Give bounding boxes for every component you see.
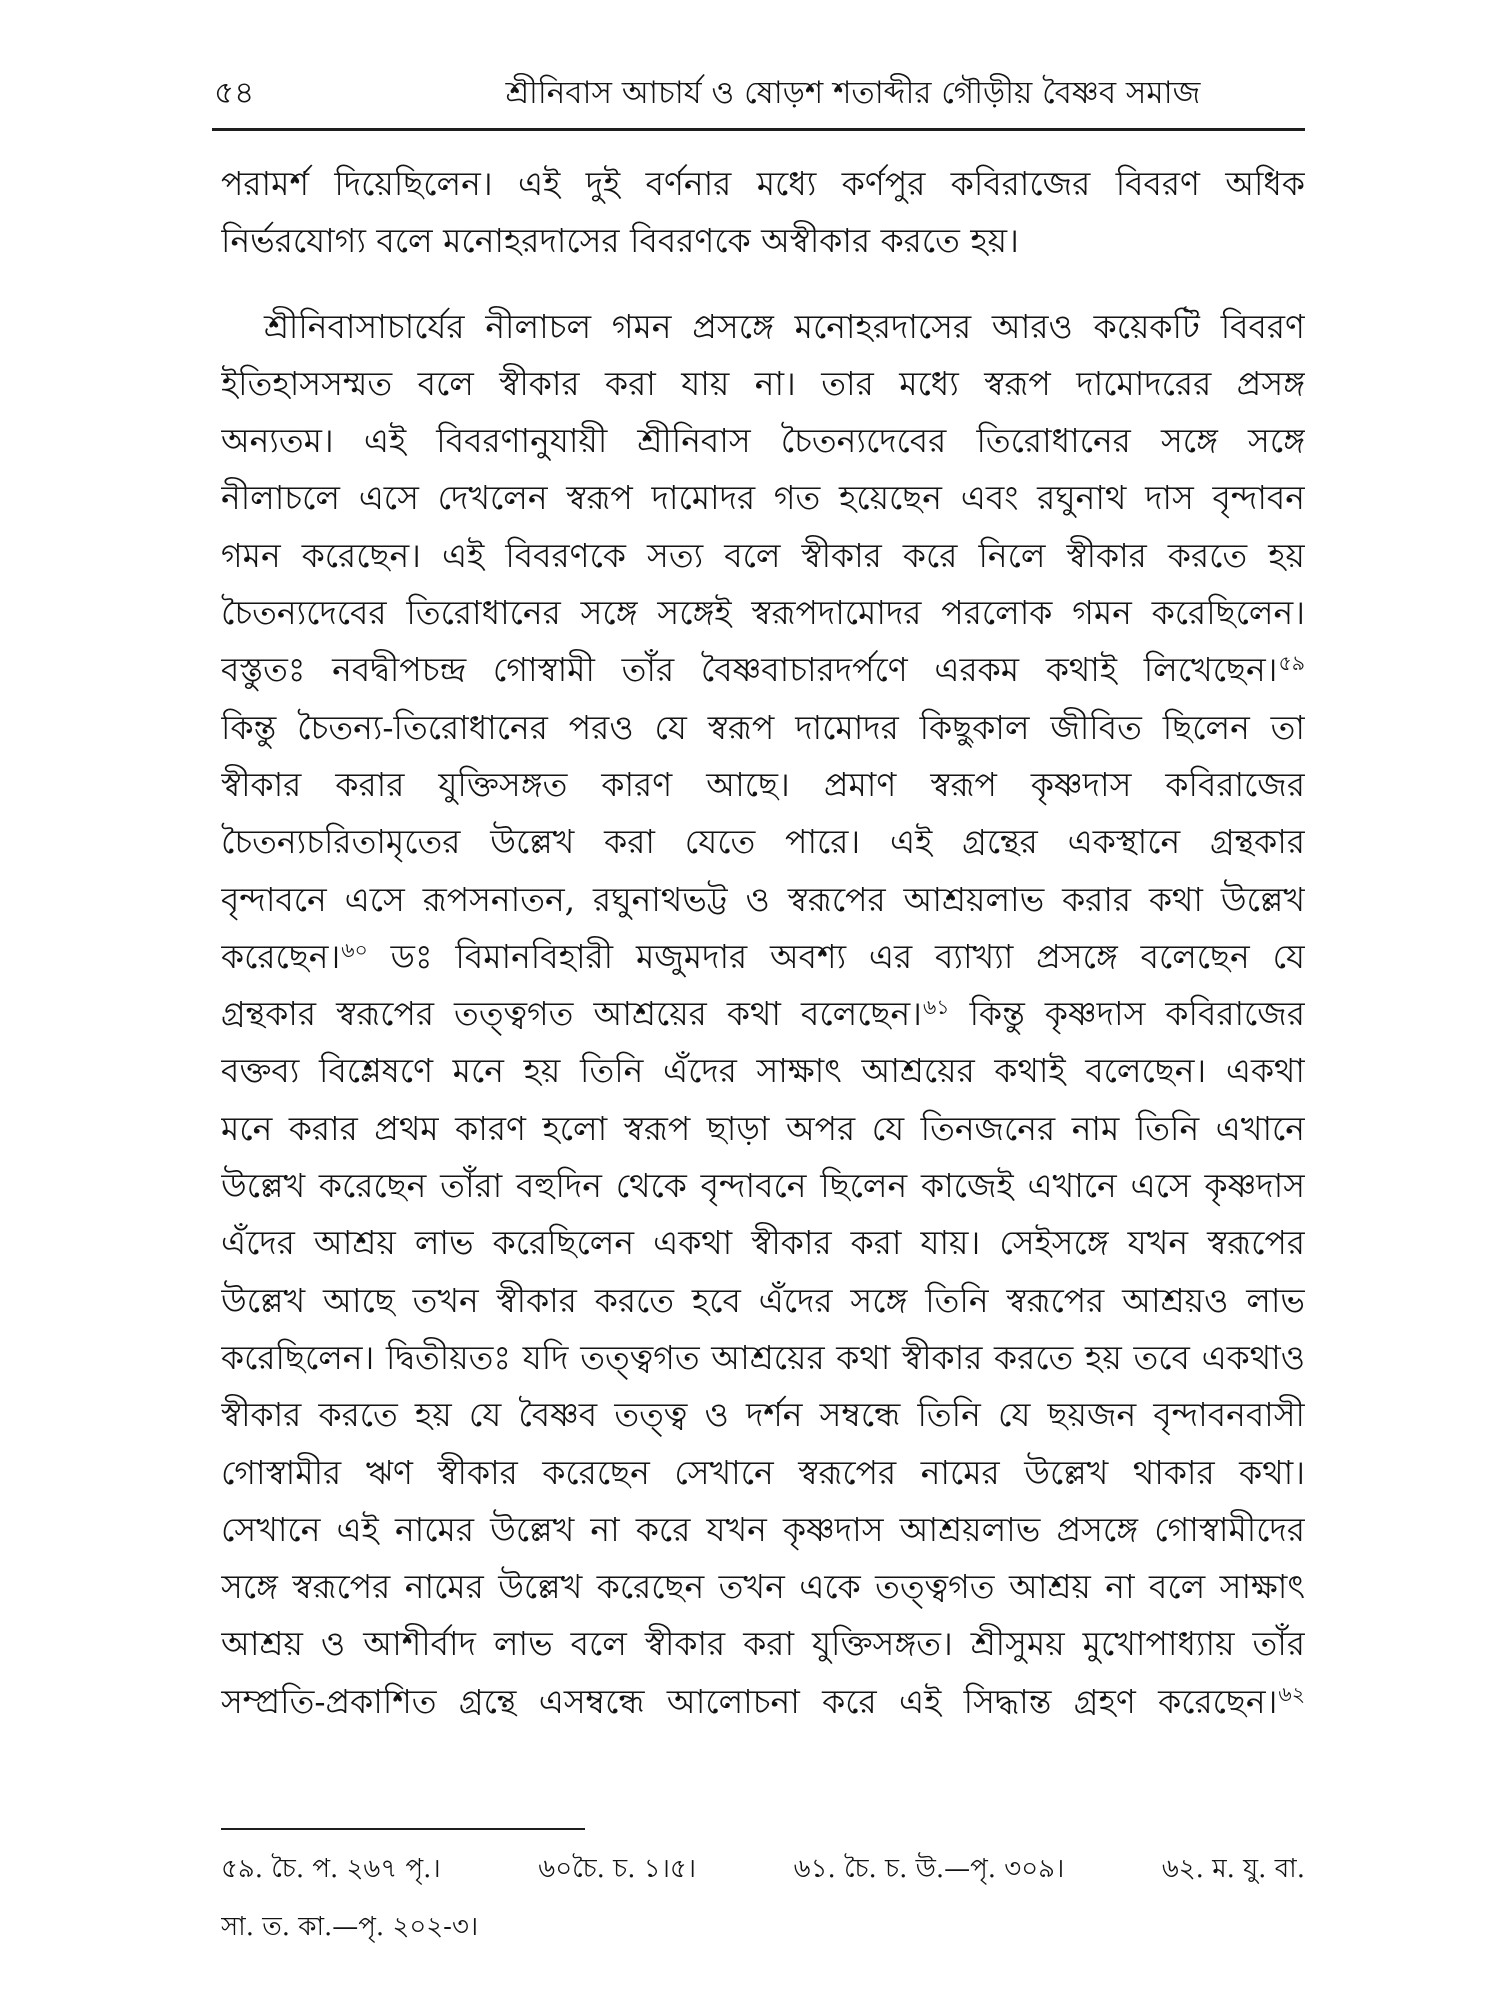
body-line: সেখানে এই নামের উল্লেখ না করে যখন কৃষ্ণদাস আশ্রয়লাভ প্রসঙ্গে গোস্বামীদের [221, 1509, 1305, 1549]
footnote-item: ৬২. ম. যু. বা. [1161, 1854, 1305, 1884]
line-text: করেছেন। [221, 936, 341, 976]
body-line: পরামর্শ দিয়েছিলেন। এই দুই বর্ণনার মধ্যে কর্ণপুর কবিরাজের বিবরণ অধিক [221, 164, 1305, 203]
body-line: ইতিহাসসম্মত বলে স্বীকার করা যায় না। তার মধ্যে স্বরূপ দামোদরের প্রসঙ্গ [221, 363, 1305, 403]
paragraph [221, 155, 1305, 270]
body-line: নীলাচলে এসে দেখলেন স্বরূপ দামোদর গত হয়েছেন এবং রঘুনাথ দাস বৃন্দাবন [221, 478, 1305, 518]
body-line [221, 1673, 1305, 1730]
line-text: সম্প্রতি-প্রকাশিত গ্রন্থে এসম্বন্ধে আলোচনা করে এই সিদ্ধান্ত গ্রহণ করেছেন। [221, 1681, 1278, 1721]
body-line [221, 641, 1305, 698]
body-line: এঁদের আশ্রয় লাভ করেছিলেন একথা স্বীকার করা যায়। সেইসঙ্গে যখন স্বরূপের [221, 1223, 1305, 1263]
body-line: গোস্বামীর ঋণ স্বীকার করেছেন সেখানে স্বরূপের নামের উল্লেখ থাকার কথা। [221, 1452, 1305, 1492]
footnote-rule [221, 1828, 585, 1830]
header-rule [212, 128, 1305, 131]
line-text: ডঃ বিমানবিহারী মজুমদার অবশ্য এর ব্যাখ্যা প্রসঙ্গে বলেছেন যে [367, 936, 1305, 976]
body-line: আশ্রয় ও আশীর্বাদ লাভ বলে স্বীকার করা যুক্তিসঙ্গত। শ্রীসুময় মুখোপাধ্যায় তাঁর [221, 1624, 1305, 1664]
body-line: উল্লেখ করেছেন তাঁরা বহুদিন থেকে বৃন্দাবনে ছিলেন কাজেই এখানে এসে কৃষ্ণদাস [221, 1166, 1305, 1206]
body-text [221, 155, 1305, 1730]
running-title: শ্রীনিবাস আচার্য ও ষোড়শ শতাব্দীর গৌড়ীয় বৈষ্ণব সমাজ [505, 75, 1201, 111]
page-number: ৫৪ [214, 75, 255, 111]
footnote-item: ৬১. চৈ. চ. উ.—পৃ. ৩০৯। [793, 1854, 1065, 1884]
body-line: করেছিলেন। দ্বিতীয়তঃ যদি তত্ত্বগত আশ্রয়ের কথা স্বীকার করতে হয় তবে একথাও [221, 1337, 1305, 1377]
body-line [221, 928, 1305, 985]
body-line: চৈতন্যচরিতামৃতের উল্লেখ করা যেতে পারে। এই গ্রন্থের একস্থানে গ্রন্থকার [221, 822, 1305, 862]
footnote-ref: ৬১ [922, 994, 950, 1019]
body-line [221, 985, 1305, 1042]
line-text: কিন্তু কৃষ্ণদাস কবিরাজের [949, 994, 1305, 1034]
footnote-ref: ৬০ [341, 937, 368, 962]
body-line: সঙ্গে স্বরূপের নামের উল্লেখ করেছেন তখন একে তত্ত্বগত আশ্রয় না বলে সাক্ষাৎ [221, 1567, 1305, 1607]
body-line: বক্তব্য বিশ্লেষণে মনে হয় তিনি এঁদের সাক্ষাৎ আশ্রয়ের কথাই বলেছেন। একথা [221, 1051, 1305, 1091]
body-line: স্বীকার করতে হয় যে বৈষ্ণব তত্ত্ব ও দর্শন সম্বন্ধে তিনি যে ছয়জন বৃন্দাবনবাসী [221, 1395, 1305, 1435]
footnote-line [221, 1840, 1305, 1898]
body-line: মনে করার প্রথম কারণ হলো স্বরূপ ছাড়া অপর যে তিনজনের নাম তিনি এখানে [221, 1108, 1305, 1148]
body-line: কিন্তু চৈতন্য-তিরোধানের পরও যে স্বরূপ দামোদর কিছুকাল জীবিত ছিলেন তা [221, 707, 1305, 747]
line-text: গ্রন্থকার স্বরূপের তত্ত্বগত আশ্রয়ের কথা বলেছেন। [221, 994, 922, 1034]
body-line: গমন করেছেন। এই বিবরণকে সত্য বলে স্বীকার করে নিলে স্বীকার করতে হয় [221, 535, 1305, 575]
body-line: শ্রীনিবাসাচার্যের নীলাচল গমন প্রসঙ্গে মনোহরদাসের আরও কয়েকটি বিবরণ [264, 306, 1305, 346]
footnotes [221, 1840, 1305, 1956]
body-line: চৈতন্যদেবের তিরোধানের সঙ্গে সঙ্গেই স্বরূপদামোদর পরলোক গমন করেছিলেন। [221, 593, 1305, 633]
body-line: নির্ভরযোগ্য বলে মনোহরদাসের বিবরণকে অস্বীকার করতে হয়। [221, 221, 1019, 261]
footnote-ref: ৬২ [1278, 1682, 1305, 1707]
footnote-item: ৫৯. চৈ. প. ২৬৭ পৃ.। [221, 1854, 441, 1884]
footnote-item: ৬০চৈ. চ. ১।৫। [538, 1854, 697, 1884]
body-line: উল্লেখ আছে তখন স্বীকার করতে হবে এঁদের সঙ্গে তিনি স্বরূপের আশ্রয়ও লাভ [221, 1280, 1305, 1320]
body-line: বৃন্দাবনে এসে রূপসনাতন, রঘুনাথভট্ট ও স্বরূপের আশ্রয়লাভ করার কথা উল্লেখ [221, 879, 1305, 919]
footnote-line: সা. ত. কা.—পৃ. ২০২-৩। [221, 1912, 479, 1942]
footnote-ref: ৫৯ [1278, 651, 1305, 676]
body-line: অন্যতম। এই বিবরণানুযায়ী শ্রীনিবাস চৈতন্যদেবের তিরোধানের সঙ্গে সঙ্গে [221, 421, 1305, 461]
paragraph [221, 298, 1305, 1730]
body-line: স্বীকার করার যুক্তিসঙ্গত কারণ আছে। প্রমাণ স্বরূপ কৃষ্ণদাস কবিরাজের [221, 764, 1305, 804]
line-text: বস্তুতঃ নবদ্বীপচন্দ্র গোস্বামী তাঁর বৈষ্ণবাচারদর্পণে এরকম কথাই লিখেছেন। [221, 650, 1278, 690]
